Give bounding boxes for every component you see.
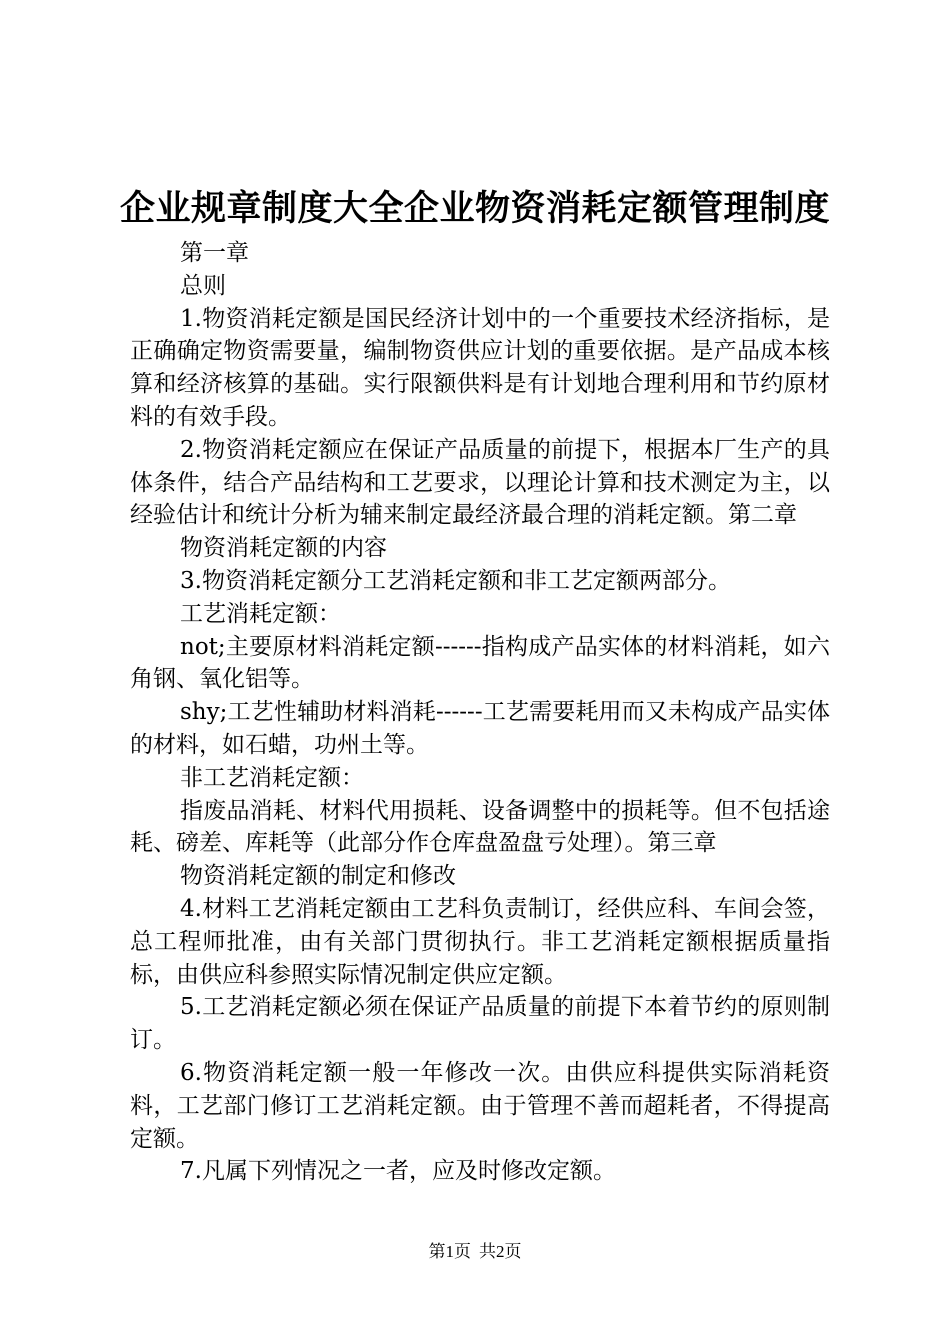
document-body [130, 237, 830, 1188]
paragraph: 2.物资消耗定额应在保证产品质量的前提下，根据本厂生产的具体条件，结合产品结构和工艺要求，以理论计算和技术测定为主，以经验估计和统计分析为辅来制定最经济最合理的消耗定额。第二章 [130, 436, 830, 529]
document-title: 企业规章制度大全企业物资消耗定额管理制度 [119, 189, 830, 229]
page-footer [0, 1240, 950, 1264]
subheading: 工艺消耗定额： [180, 600, 341, 627]
paragraph: 4.材料工艺消耗定额由工艺科负责制订，经供应科、车间会签，总工程师批准，由有关部门贯彻执行。非工艺消耗定额根据质量指标，由供应科参照实际情况制定供应定额。 [130, 895, 830, 988]
paragraph: 3.物资消耗定额分工艺消耗定额和非工艺定额两部分。 [180, 567, 731, 594]
paragraph: 5.工艺消耗定额必须在保证产品质量的前提下本着节约的原则制订。 [130, 994, 830, 1054]
list-item: not;主要原材料消耗定额------指构成产品实体的材料消耗，如六角钢、氧化铝等。 [130, 633, 830, 693]
paragraph: 7.凡属下列情况之一者，应及时修改定额。 [180, 1158, 616, 1185]
page-total: 共2页 [479, 1242, 522, 1261]
section-heading: 物资消耗定额的内容 [180, 535, 387, 562]
chapter-heading: 第一章 [180, 240, 249, 266]
section-heading: 物资消耗定额的制定和修改 [180, 863, 456, 890]
paragraph: 1.物资消耗定额是国民经济计划中的一个重要技术经济指标，是正确确定物资需要量，编制物资供应计划的重要依据。是产品成本核算和经济核算的基础。实行限额供料是有计划地合理利用和节约原材料的有效手段。 [130, 305, 830, 430]
list-item: shy;工艺性辅助材料消耗------工艺需要耗用而又未构成产品实体的材料，如石蜡，功州土等。 [130, 699, 830, 758]
paragraph: 6.物资消耗定额一般一年修改一次。由供应科提供实际消耗资料，工艺部门修订工艺消耗定额。由于管理不善而超耗者，不得提高定额。 [130, 1059, 830, 1152]
page-number: 第1页 [428, 1242, 471, 1261]
subheading: 非工艺消耗定额： [180, 764, 364, 791]
section-heading: 总则 [180, 272, 226, 299]
paragraph: 指废品消耗、材料代用损耗、设备调整中的损耗等。但不包括途耗、磅差、库耗等（此部分作仓库盘盈盘亏处理）。第三章 [130, 797, 830, 857]
